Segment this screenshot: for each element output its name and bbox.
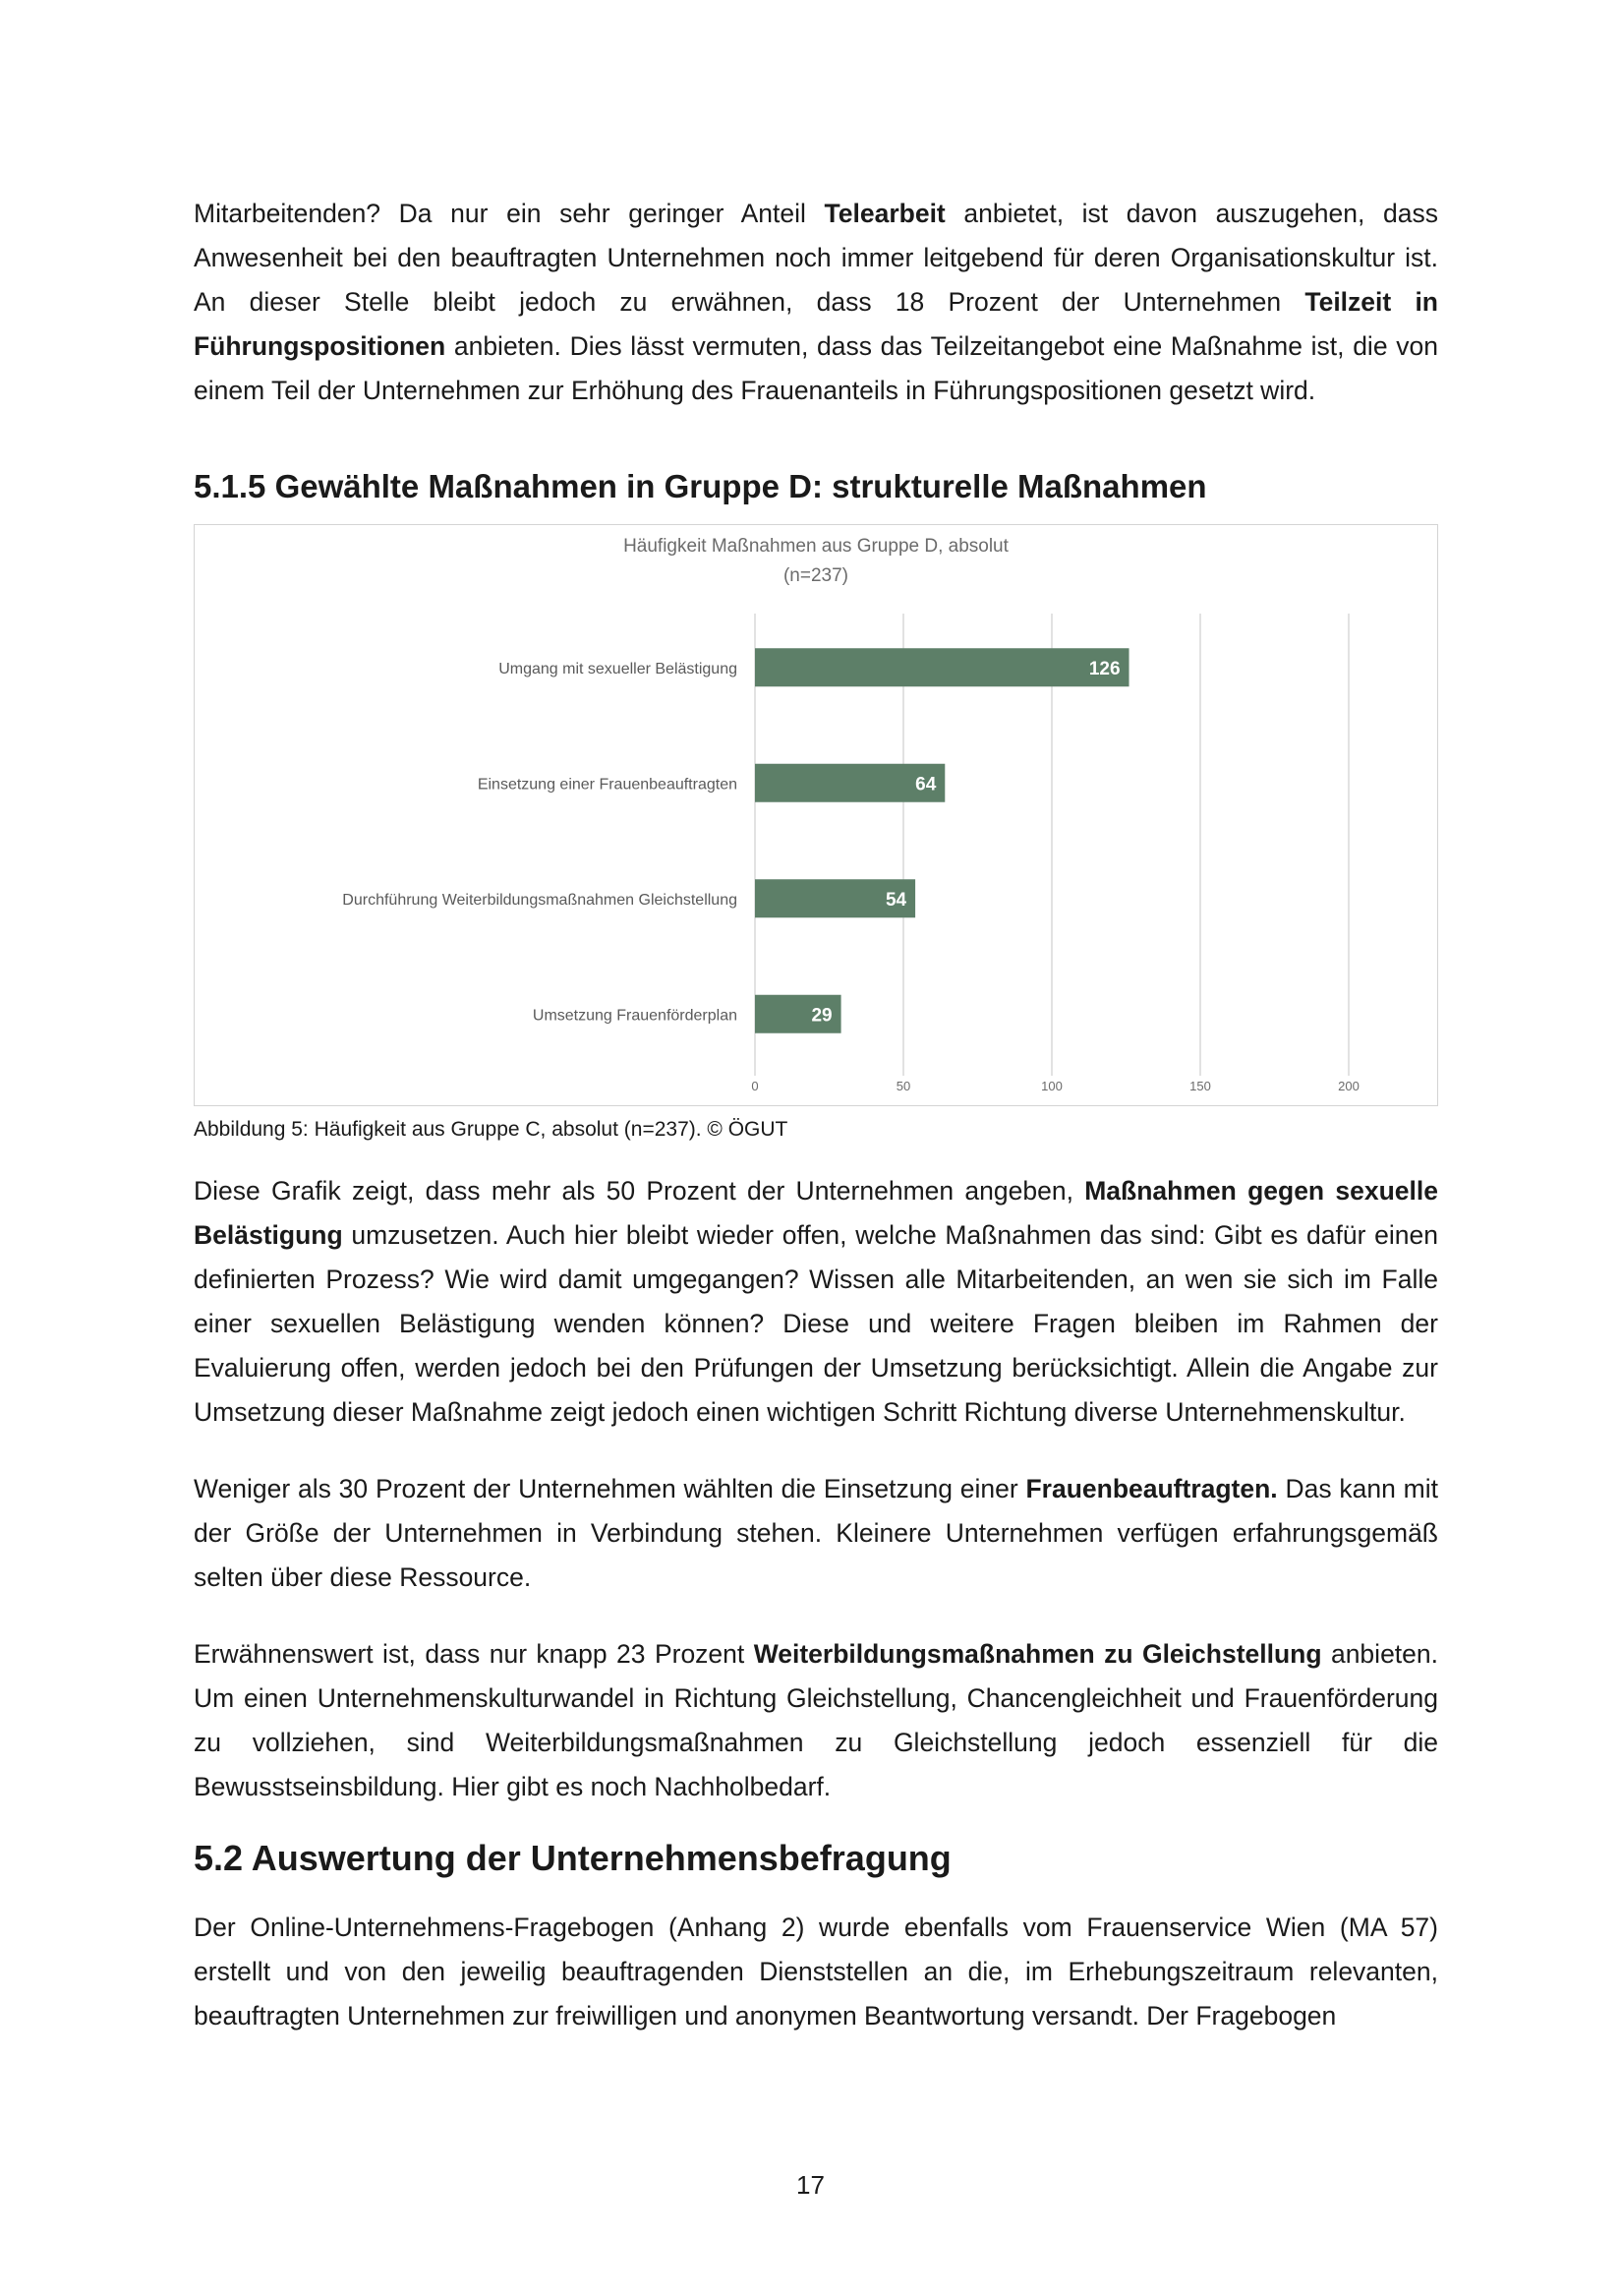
paragraph-sexuelle-belaestigung [194, 1169, 1438, 1435]
x-tick-label: 50 [896, 1079, 911, 1093]
page-number: 17 [796, 2170, 825, 2200]
x-tick-label: 0 [751, 1079, 759, 1093]
data-label: 29 [811, 1005, 833, 1027]
x-tick-label: 150 [1189, 1079, 1211, 1093]
chart-subtitle: (n=237) [782, 565, 849, 586]
text-run: Erwähnenswert ist, dass nur knapp 23 Prozent [194, 1639, 754, 1669]
category-label: Einsetzung einer Frauenbeauftragten [477, 776, 737, 794]
x-tick-label: 200 [1338, 1079, 1360, 1093]
figure-caption: Abbildung 5: Häufigkeit aus Gruppe C, absolut (n=237). © ÖGUT [194, 1118, 788, 1141]
text-run: Diese Grafik zeigt, dass mehr als 50 Prozent der Unternehmen angeben, [194, 1176, 1085, 1206]
bar-chart-figure [194, 524, 1438, 1106]
text-run: Das kann mit der Größe der Unternehmen in Verbindung stehen. Kleinere Unternehmen verfügen erfahrungsgemäß selten über diese Ressource. [194, 1474, 1438, 1592]
section-heading-5-2: 5.2 Auswertung der Unternehmensbefragung [194, 1838, 952, 1878]
bold-text: Teilzeit in Führungspositionen [194, 287, 1438, 361]
text-run: umzusetzen. Auch hier bleibt wieder offen, welche Maßnahmen das sind: Gibt es dafür einen definierten Prozess? Wie wird damit umgegangen? Wissen alle Mitarbeitenden, an wen sie sich im Falle einer sexuellen Belästigung wenden können? Diese und weitere Fragen bleiben im Rahmen der Evaluierung offen, werden jedoch bei den Prüfungen der Umsetzung berücksichtigt. Allein die Angabe zur Umsetzung dieser Maßnahme zeigt jedoch einen wichtigen Schritt Richtung diverse Unternehmenskultur. [194, 1220, 1438, 1427]
bold-text: Frauenbeauftragten. [1025, 1474, 1278, 1503]
text-run: anbieten. Dies lässt vermuten, dass das Teilzeitangebot eine Maßnahme ist, die von einem Teil der Unternehmen zur Erhöhung des Frauenanteils in Führungspositionen gesetzt wird. [194, 331, 1438, 405]
section-heading-5-1-5: 5.1.5 Gewählte Maßnahmen in Gruppe D: strukturelle Maßnahmen [194, 468, 1207, 504]
category-label: Durchführung Weiterbildungsmaßnahmen Gleichstellung [342, 891, 737, 909]
page-content [194, 192, 1438, 2038]
paragraph-unternehmensbefragung [194, 1906, 1438, 2038]
text-run: Der Online-Unternehmens-Fragebogen (Anhang 2) wurde ebenfalls vom Frauenservice Wien (MA 57) erstellt und von den jeweilig beauftragenden Dienststellen an die, im Erhebungszeitraum relevanten, beauftragten Unternehmen zur freiwilligen und anonymen Beantwortung versandt. Der Fragebogen [194, 1913, 1438, 2031]
x-tick-label: 100 [1041, 1079, 1063, 1093]
text-run: anbietet, ist davon auszugehen, dass Anwesenheit bei den beauftragten Unternehmen noch immer leitgebend für deren Organisationskultur ist. An dieser Stelle bleibt jedoch zu erwähnen, dass 18 Prozent der Unternehmen [194, 199, 1438, 317]
data-label: 54 [885, 889, 907, 911]
bold-text: Telearbeit [824, 199, 946, 228]
data-label: 126 [1088, 658, 1121, 679]
paragraph-weiterbildung [194, 1632, 1438, 1809]
text-run: Mitarbeitenden? Da nur ein sehr geringer Anteil [194, 199, 825, 228]
category-label: Umgang mit sexueller Belästigung [498, 660, 737, 677]
text-run: anbieten. Um einen Unternehmenskulturwandel in Richtung Gleichstellung, Chancengleichheit und Frauenförderung zu vollziehen, sind Weiterbildungsmaßnahmen zu Gleichstellung jedoch essenziell für die Bewusstseinsbildung. Hier gibt es noch Nachholbedarf. [194, 1639, 1439, 1801]
data-label: 64 [915, 774, 937, 795]
paragraph-telearbeit [194, 192, 1438, 413]
bar [755, 648, 1129, 686]
category-label: Umsetzung Frauenförderplan [532, 1007, 737, 1025]
paragraph-frauenbeauftragte [194, 1467, 1438, 1600]
chart-title: Häufigkeit Maßnahmen aus Gruppe D, absolut [623, 536, 1009, 557]
text-run: Weniger als 30 Prozent der Unternehmen wählten die Einsetzung einer [194, 1474, 1026, 1503]
bold-text: Weiterbildungsmaßnahmen zu Gleichstellung [753, 1639, 1322, 1669]
bold-text: Maßnahmen gegen sexuelle Belästigung [194, 1176, 1438, 1250]
bar-chart [195, 525, 1437, 1105]
